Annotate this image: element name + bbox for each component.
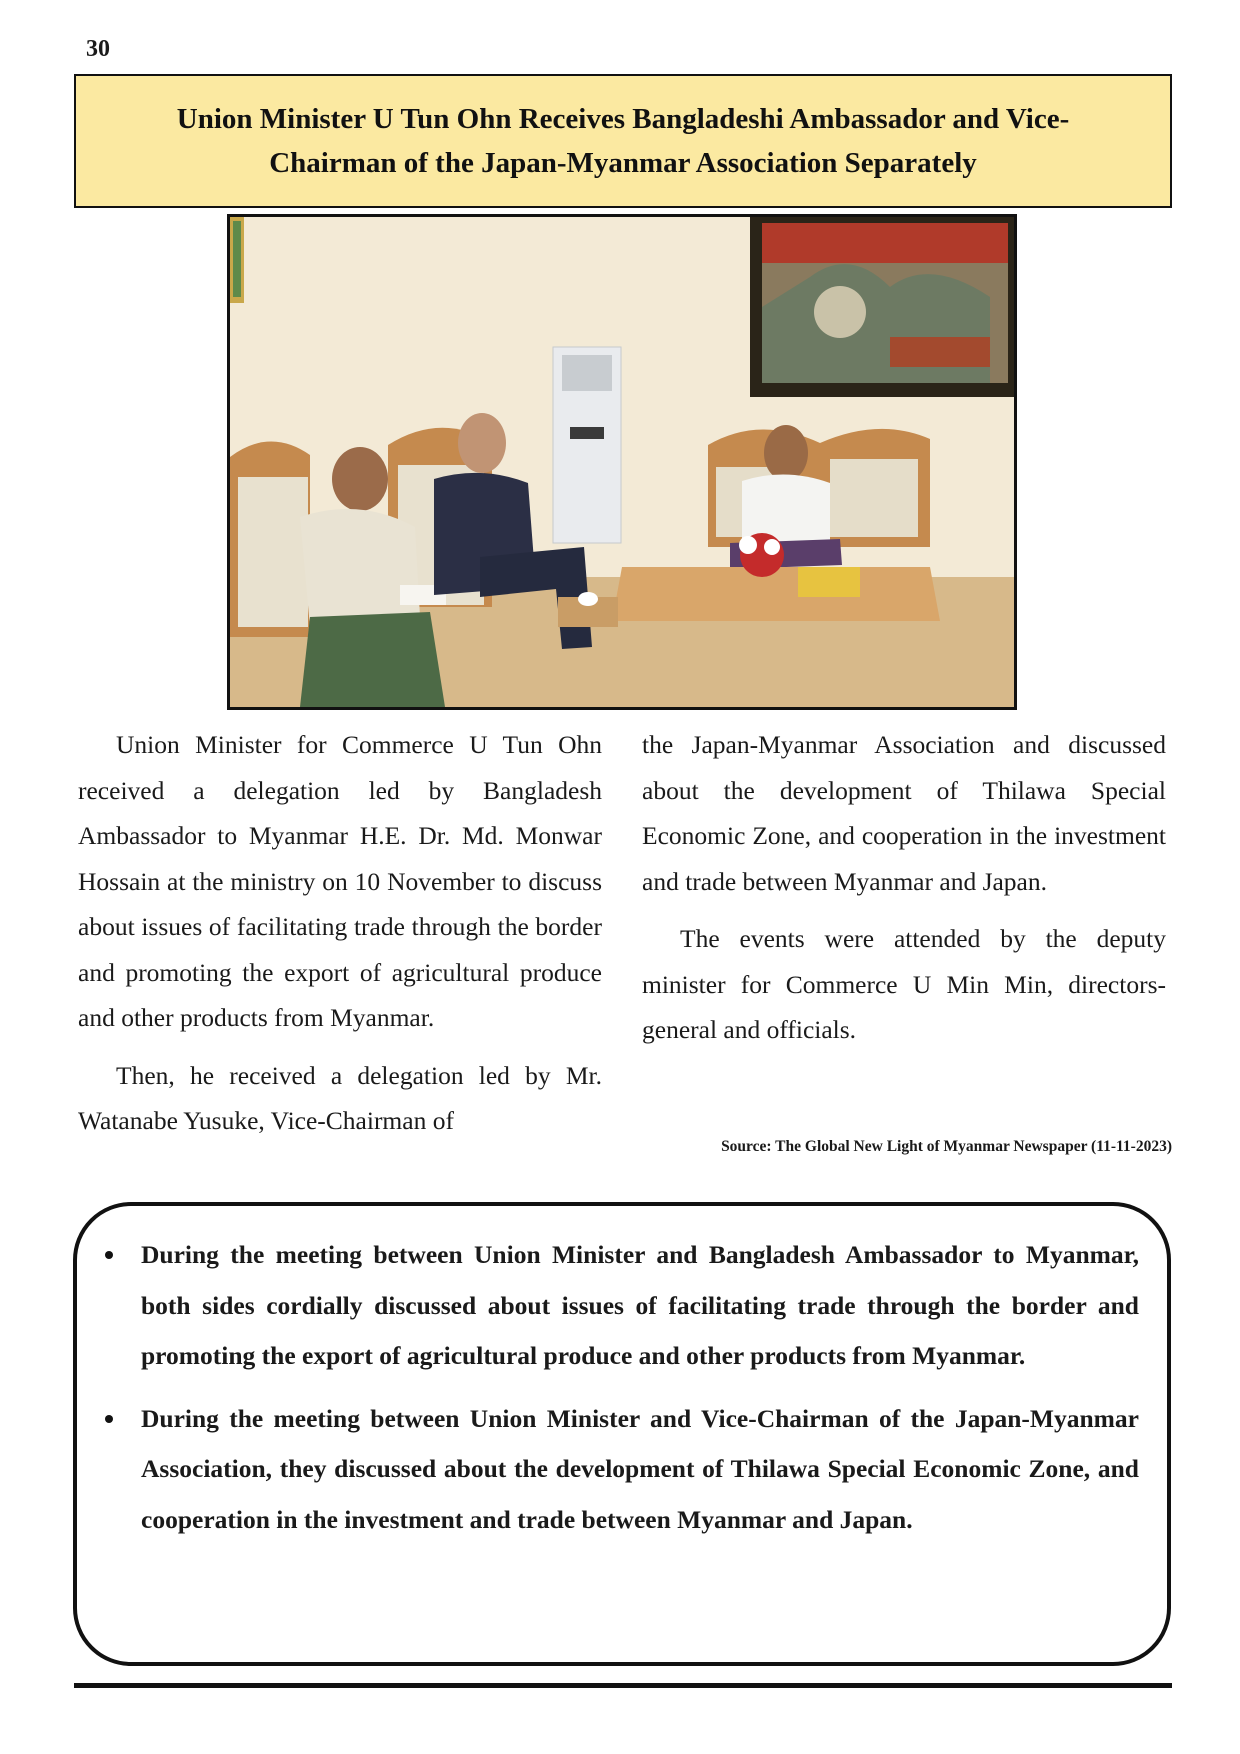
summary-bullet-text: During the meeting between Union Minister and Bangladesh Ambassador to Myanmar, both sides cordially discussed about issues of facilitating trade through the border and promoting the export of agricultural produce and other products from Myanmar. — [141, 1240, 1139, 1370]
bullet-icon — [105, 1251, 113, 1259]
article-paragraph: Union Minister for Commerce U Tun Ohn received a delegation led by Bangladesh Ambassador to Myanmar H.E. Dr. Md. Monwar Hossain at the ministry on 10 November to discuss about issues of facilitating trade through the border and promoting the export of agricultural produce and other products from Myanmar. — [78, 730, 602, 1032]
summary-box — [73, 1202, 1171, 1666]
page-number: 30 — [86, 36, 110, 62]
article-paragraph: the Japan-Myanmar Association and discussed about the development of Thilawa Special Economic Zone, and cooperation in the investment and trade between Myanmar and Japan. — [642, 730, 1166, 896]
article-paragraph: The events were attended by the deputy minister for Commerce U Min Min, directors-general and officials. — [642, 924, 1166, 1044]
article-paragraph: Then, he received a delegation led by Mr. Watanabe Yusuke, Vice-Chairman of — [78, 1060, 602, 1135]
source-citation: Source: The Global New Light of Myanmar Newspaper (11-11-2023) — [721, 1138, 1172, 1155]
bullet-icon — [105, 1415, 113, 1423]
summary-bullet — [141, 1230, 1139, 1382]
summary-bullet — [141, 1394, 1139, 1546]
footer-rule — [74, 1683, 1172, 1688]
title-banner — [74, 74, 1172, 208]
summary-list — [77, 1206, 1167, 1545]
article-column-left — [78, 722, 602, 1156]
article-title: Union Minister U Tun Ohn Receives Bangladeshi Ambassador and Vice-Chairman of the Japan-Myanmar Association Separately — [176, 103, 1070, 179]
summary-bullet-text: During the meeting between Union Minister and Vice-Chairman of the Japan-Myanmar Association, they discussed about the development of Thilawa Special Economic Zone, and cooperation in the investment and trade between Myanmar and Japan. — [141, 1403, 1139, 1534]
meeting-photo — [227, 214, 1017, 710]
article-column-right — [642, 722, 1166, 1065]
